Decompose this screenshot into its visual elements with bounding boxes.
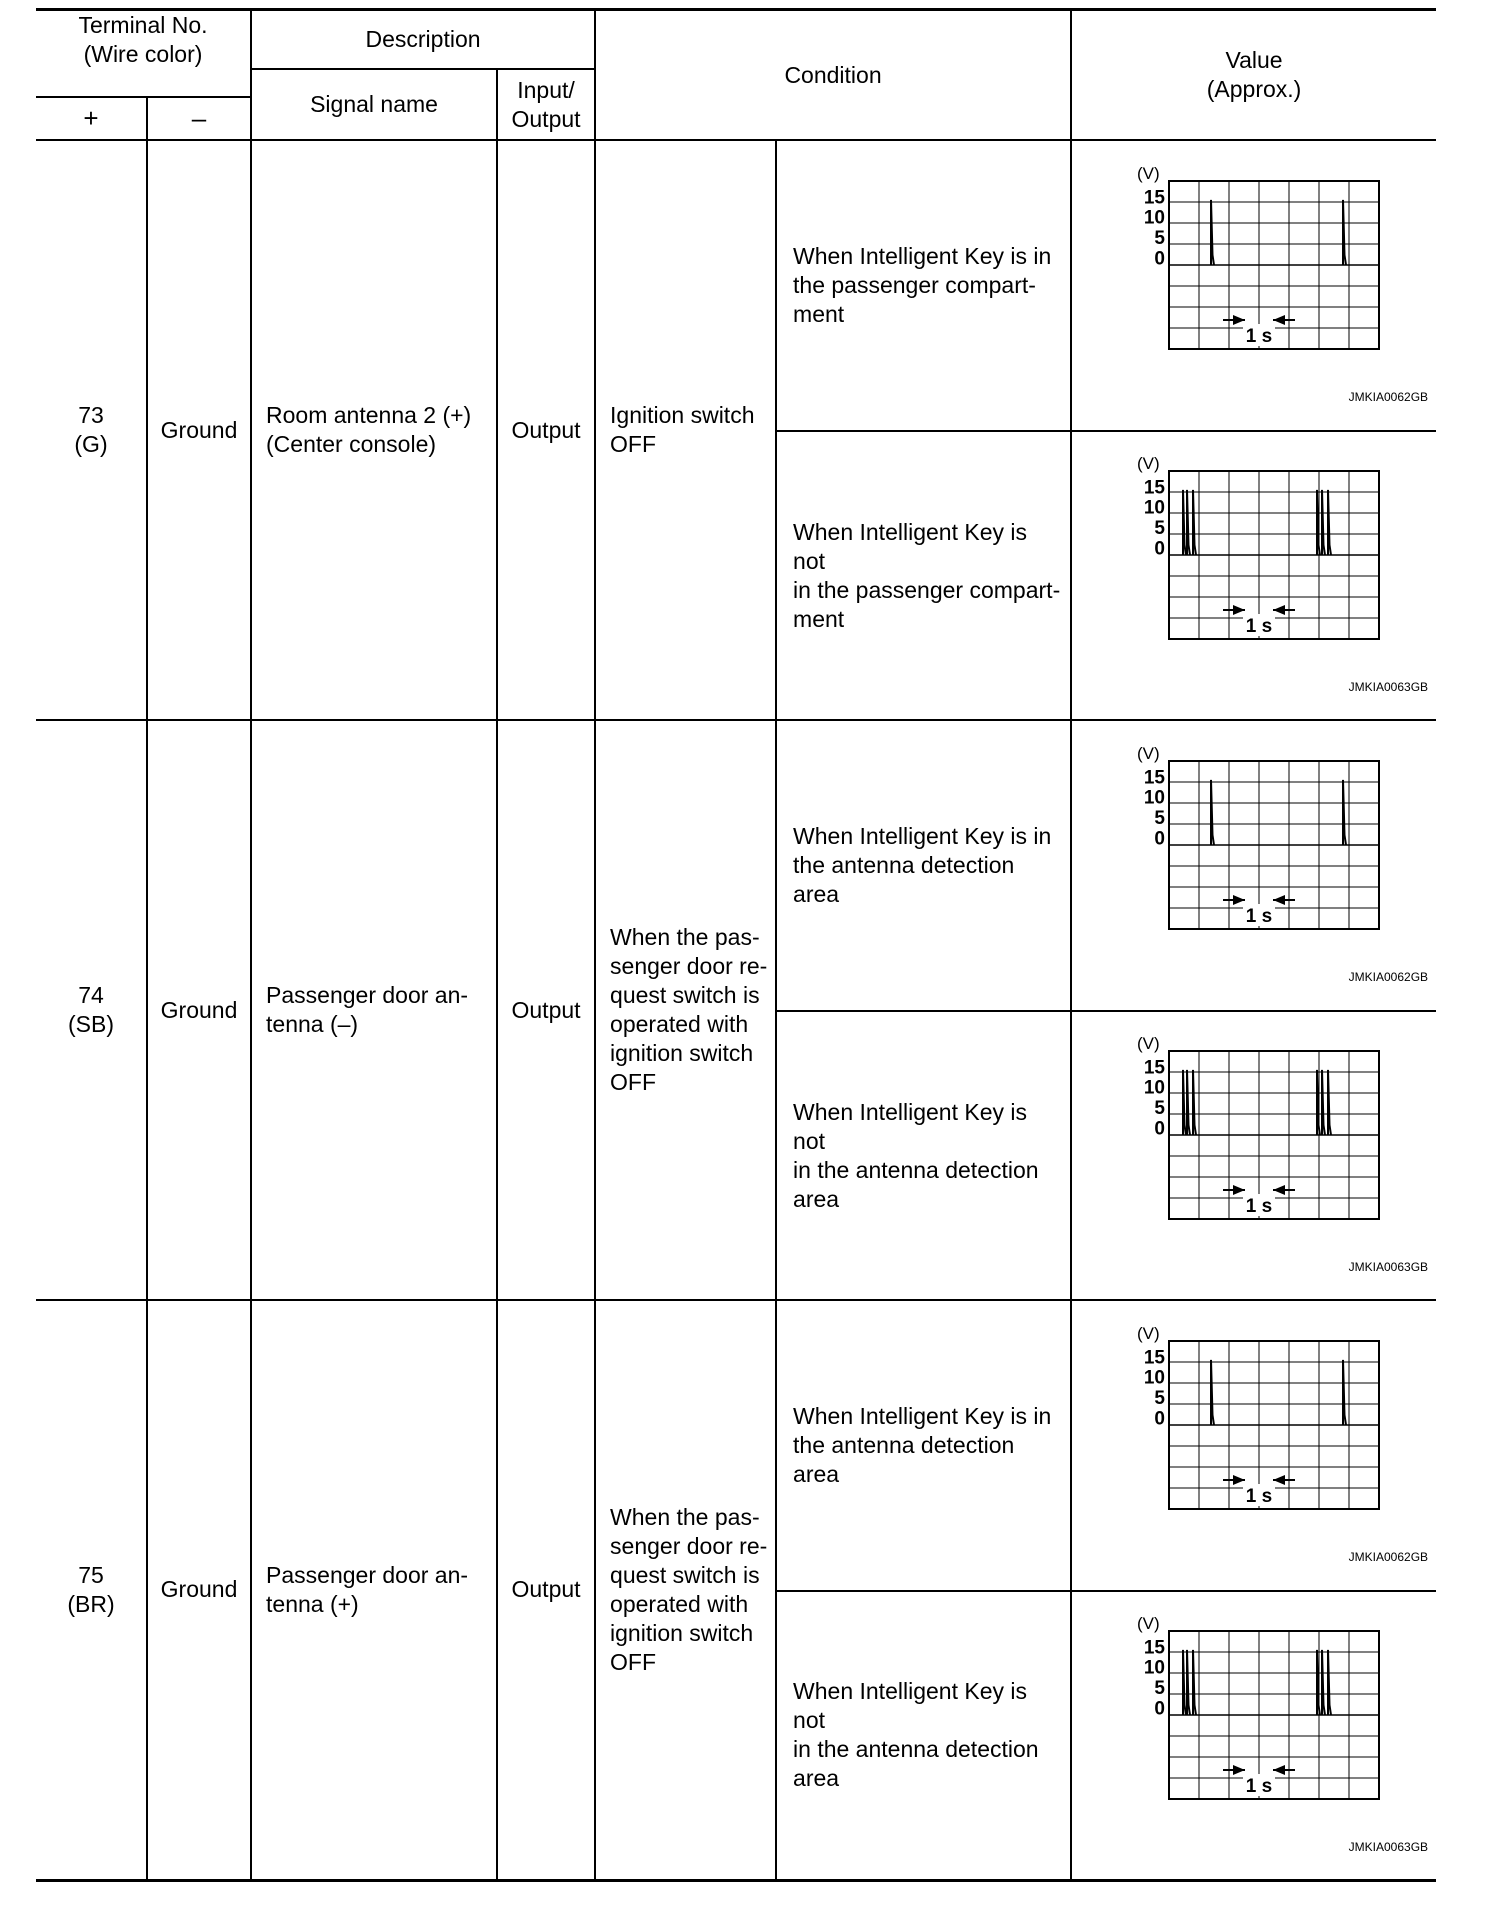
condition-line: quest switch is — [610, 982, 760, 1008]
table-row — [36, 1300, 1436, 1591]
waveform-graph — [1089, 1319, 1419, 1539]
header-terminal-no — [36, 10, 251, 70]
terminal-number: 73 — [78, 402, 104, 428]
header-condition: Condition — [595, 10, 1071, 141]
signal-pulse — [1211, 200, 1214, 265]
sub-condition-cell — [776, 1011, 1071, 1300]
axis-unit-label: (V) — [1137, 1034, 1160, 1053]
signal-pulse — [1183, 490, 1186, 555]
value-cell — [1071, 720, 1436, 1011]
value-cell — [1071, 1591, 1436, 1880]
sub-condition-line: in the passenger compart- — [793, 576, 1061, 603]
condition-cell — [595, 1300, 776, 1880]
timebase-arrowhead-right — [1273, 605, 1285, 615]
axis-unit-label: (V) — [1137, 454, 1160, 473]
sub-condition-line: area — [793, 881, 840, 907]
minus-terminal: Ground — [147, 1300, 251, 1880]
waveform-graph — [1089, 1029, 1419, 1249]
value-cell — [1071, 1011, 1436, 1300]
signal-pulse — [1322, 490, 1325, 555]
figure-code: JMKIA0063GB — [1348, 1839, 1429, 1854]
signal-pulse — [1328, 1650, 1331, 1715]
axis-tick-label: 10 — [1143, 1367, 1166, 1389]
figure-code: JMKIA0062GB — [1348, 390, 1429, 404]
header-output-text: Output — [511, 105, 581, 132]
sub-condition-line: area — [793, 1461, 840, 1487]
sub-condition-line: the antenna detection — [793, 1432, 1015, 1458]
figure-code: JMKIA0062GB — [1348, 1550, 1429, 1564]
sub-condition-line: When Intelligent Key is in — [793, 243, 1052, 269]
axis-tick-label: 5 — [1154, 518, 1166, 540]
signal-name-line: Room antenna 2 (+) — [266, 402, 472, 428]
wire-color: (BR) — [67, 1590, 115, 1617]
condition-line: OFF — [610, 1069, 657, 1095]
axis-unit-label: (V) — [1137, 164, 1160, 183]
axis-tick-label: 0 — [1154, 248, 1166, 270]
header-wire-color-text: (Wire color) — [83, 41, 203, 67]
condition-line: Ignition switch — [610, 402, 755, 428]
axis-tick-label: 10 — [1143, 1077, 1166, 1099]
sub-condition-cell — [776, 1300, 1071, 1591]
condition-line: OFF — [610, 1648, 657, 1675]
signal-name-line: tenna (–) — [266, 1011, 359, 1037]
signal-name-line: tenna (+) — [266, 1590, 359, 1617]
axis-unit-label: (V) — [1137, 744, 1160, 763]
header-value — [1071, 10, 1436, 141]
terminal-cell — [36, 140, 147, 720]
axis-tick-label: 10 — [1143, 787, 1166, 809]
axis-tick-label: 5 — [1154, 228, 1166, 250]
condition-cell — [595, 720, 776, 1300]
sub-condition-line: ment — [793, 605, 845, 632]
timebase-label: 1 s — [1245, 1486, 1273, 1507]
signal-pulse — [1328, 1070, 1331, 1135]
axis-tick-label: 10 — [1143, 497, 1166, 519]
sub-condition-cell — [776, 140, 1071, 431]
signal-pulse — [1183, 1070, 1186, 1135]
header-terminal-no-text: Terminal No. — [78, 12, 208, 38]
sub-condition-line: area — [793, 1765, 840, 1792]
terminal-spec-table — [36, 8, 1436, 1882]
condition-line: ignition switch — [610, 1619, 754, 1646]
signal-name-cell — [251, 1300, 497, 1880]
sub-condition-line: the antenna detection — [793, 852, 1015, 878]
terminal-number: 75 — [78, 1561, 104, 1588]
signal-name-line: Passenger door an- — [266, 982, 469, 1008]
signal-name-line: Passenger door an- — [266, 1561, 469, 1588]
header-approx-text: (Approx.) — [1206, 76, 1302, 102]
timebase-arrowhead-left — [1233, 1185, 1245, 1195]
terminal-cell — [36, 720, 147, 1300]
wire-color: (G) — [74, 431, 108, 457]
condition-line: quest switch is — [610, 1561, 760, 1588]
waveform-graph — [1089, 1609, 1419, 1829]
sub-condition-line: in the antenna detection — [793, 1156, 1039, 1183]
waveform-graph — [1089, 739, 1419, 959]
signal-pulse — [1343, 1360, 1346, 1425]
timebase-arrowhead-right — [1273, 895, 1285, 905]
signal-name-cell — [251, 720, 497, 1300]
condition-line: senger door re- — [610, 953, 768, 979]
condition-line: operated with — [610, 1011, 749, 1037]
axis-tick-label: 0 — [1154, 1408, 1166, 1430]
input-output-cell: Output — [497, 1300, 595, 1880]
axis-tick-label: 0 — [1154, 828, 1166, 850]
axis-tick-label: 15 — [1143, 477, 1166, 499]
header-signal-name: Signal name — [251, 69, 497, 140]
axis-unit-label: (V) — [1137, 1324, 1160, 1343]
timebase-arrowhead-right — [1273, 1185, 1285, 1195]
header-minus: – — [147, 97, 251, 140]
axis-tick-label: 15 — [1143, 767, 1166, 789]
condition-line: senger door re- — [610, 1532, 768, 1559]
axis-tick-label: 10 — [1143, 1657, 1166, 1679]
timebase-arrowhead-left — [1233, 315, 1245, 325]
axis-tick-label: 5 — [1154, 1388, 1166, 1410]
sub-condition-cell — [776, 720, 1071, 1011]
timebase-arrowhead-right — [1273, 315, 1285, 325]
condition-cell — [595, 140, 776, 720]
axis-tick-label: 15 — [1143, 1057, 1166, 1079]
figure-code: JMKIA0063GB — [1348, 1260, 1429, 1274]
signal-pulse — [1193, 490, 1196, 555]
condition-line: ignition switch — [610, 1040, 754, 1066]
header-description: Description — [251, 10, 595, 70]
waveform-graph — [1089, 449, 1419, 669]
header-input-text: Input/ — [517, 76, 575, 103]
minus-terminal: Ground — [147, 720, 251, 1300]
signal-pulse — [1211, 1360, 1214, 1425]
condition-line: When the pas- — [610, 1503, 760, 1530]
axis-tick-label: 0 — [1154, 1698, 1166, 1720]
signal-pulse — [1187, 1070, 1190, 1135]
timebase-arrowhead-left — [1233, 1475, 1245, 1485]
signal-pulse — [1322, 1650, 1325, 1715]
sub-condition-cell — [776, 1591, 1071, 1880]
sub-condition-line: area — [793, 1185, 840, 1212]
condition-line: When the pas- — [610, 924, 760, 950]
sub-condition-line: the passenger compart- — [793, 272, 1036, 298]
terminal-cell — [36, 1300, 147, 1880]
timebase-arrowhead-left — [1233, 605, 1245, 615]
sub-condition-cell — [776, 431, 1071, 720]
signal-pulse — [1183, 1650, 1186, 1715]
header-plus: + — [83, 103, 99, 133]
axis-tick-label: 5 — [1154, 1677, 1166, 1699]
header-input-output — [497, 69, 595, 140]
figure-code: JMKIA0063GB — [1348, 680, 1429, 694]
signal-pulse — [1322, 1070, 1325, 1135]
wire-color: (SB) — [68, 1011, 114, 1037]
timebase-label: 1 s — [1245, 1775, 1273, 1797]
timebase-label: 1 s — [1245, 616, 1273, 637]
value-cell — [1071, 140, 1436, 431]
input-output-cell: Output — [497, 140, 595, 720]
sub-condition-line: When Intelligent Key is not — [793, 1678, 1027, 1734]
header-value-text: Value — [1225, 47, 1283, 73]
sub-condition-line: in the antenna detection — [793, 1736, 1039, 1763]
sub-condition-line: When Intelligent Key is not — [793, 1098, 1027, 1154]
value-cell — [1071, 1300, 1436, 1591]
timebase-arrowhead-right — [1273, 1765, 1285, 1775]
axis-tick-label: 5 — [1154, 1098, 1166, 1120]
signal-pulse — [1211, 780, 1214, 845]
signal-name-cell — [251, 140, 497, 720]
signal-pulse — [1193, 1650, 1196, 1715]
terminal-number: 74 — [78, 982, 104, 1008]
axis-tick-label: 10 — [1143, 207, 1166, 229]
signal-pulse — [1187, 490, 1190, 555]
waveform-graph — [1089, 159, 1419, 379]
sub-condition-line: When Intelligent Key is not — [793, 518, 1027, 574]
table-row — [36, 140, 1436, 431]
axis-tick-label: 15 — [1143, 1637, 1166, 1659]
timebase-arrowhead-right — [1273, 1475, 1285, 1485]
minus-terminal: Ground — [147, 140, 251, 720]
signal-name-line: (Center console) — [266, 431, 437, 457]
axis-tick-label: 0 — [1154, 1118, 1166, 1140]
axis-tick-label: 0 — [1154, 538, 1166, 560]
signal-pulse — [1343, 780, 1346, 845]
signal-pulse — [1343, 200, 1346, 265]
timebase-arrowhead-left — [1233, 1765, 1245, 1775]
figure-code: JMKIA0062GB — [1348, 970, 1429, 984]
axis-tick-label: 15 — [1143, 1347, 1166, 1369]
condition-line: operated with — [610, 1590, 749, 1617]
timebase-label: 1 s — [1245, 326, 1273, 347]
table-row — [36, 720, 1436, 1011]
axis-tick-label: 15 — [1143, 187, 1166, 209]
condition-line: OFF — [610, 431, 657, 457]
axis-unit-label: (V) — [1137, 1613, 1160, 1633]
input-output-cell: Output — [497, 720, 595, 1300]
axis-tick-label: 5 — [1154, 808, 1166, 830]
timebase-label: 1 s — [1245, 906, 1273, 927]
sub-condition-line: When Intelligent Key is in — [793, 823, 1052, 849]
signal-pulse — [1187, 1650, 1190, 1715]
timebase-label: 1 s — [1245, 1196, 1273, 1217]
sub-condition-line: ment — [793, 301, 845, 327]
signal-pulse — [1193, 1070, 1196, 1135]
sub-condition-line: When Intelligent Key is in — [793, 1403, 1052, 1429]
value-cell — [1071, 431, 1436, 720]
signal-pulse — [1328, 490, 1331, 555]
timebase-arrowhead-left — [1233, 895, 1245, 905]
header-terminal-spacer — [36, 69, 251, 97]
